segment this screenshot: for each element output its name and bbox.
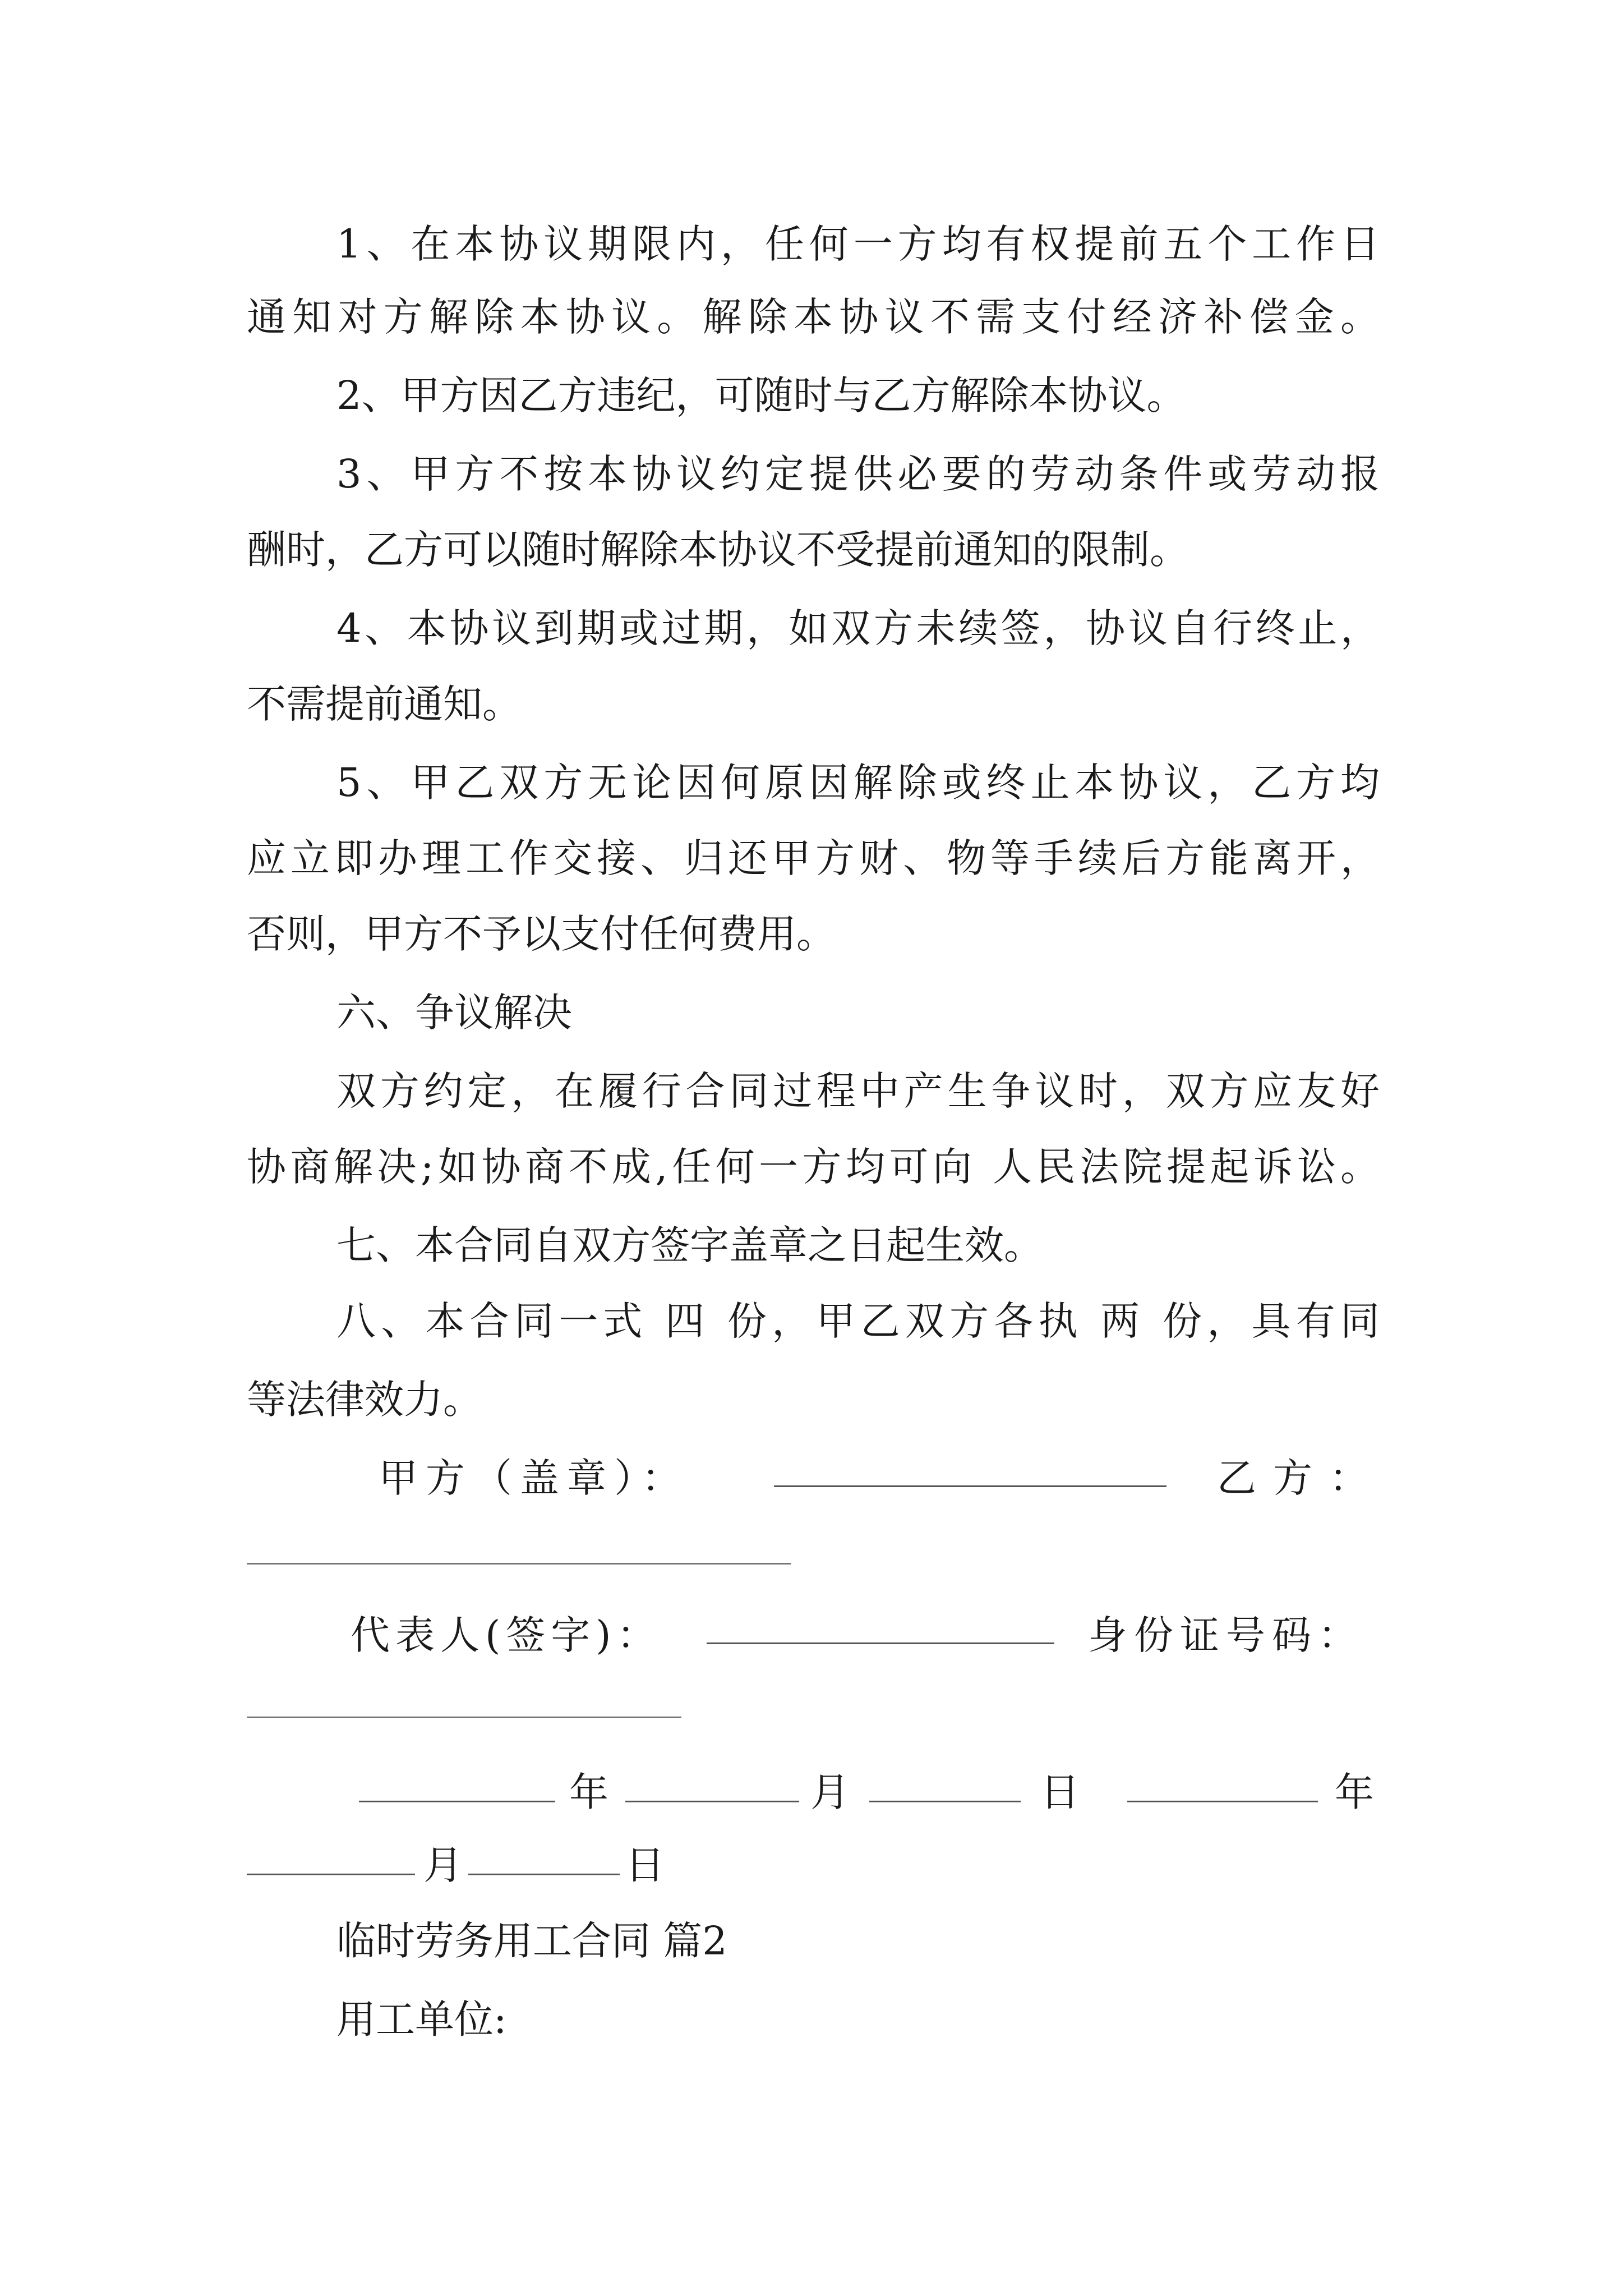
clause-2-line-1: 2、甲方因乙方违纪，可随时与乙方解除本协议。: [336, 372, 1186, 418]
representative-label: 代表人(签字)：: [351, 1612, 662, 1658]
section-seven-line: 七、本合同自双方签字盖章之日起生效。: [336, 1222, 1043, 1268]
party-a-label: 甲方（盖章）：: [379, 1455, 689, 1501]
clause-4-line-1: 4、本协议到期或过期，如双方未续签，协议自行终止，: [336, 605, 1380, 651]
dispute-line-2: 协商解决;如协商不成,任何一方均可向 人民法院提起诉讼。: [247, 1144, 1380, 1190]
party-b-label: 乙方：: [1217, 1455, 1385, 1501]
party-b-month-blank: [247, 1874, 415, 1875]
dispute-line-1: 双方约定，在履行合同过程中产生争议时，双方应友好: [336, 1068, 1380, 1114]
party-a-month-label: 月: [810, 1769, 850, 1815]
party-b-day-blank: [468, 1874, 620, 1875]
party-b-year-blank: [1127, 1801, 1318, 1802]
representative-signature-line: [707, 1642, 1054, 1644]
party-a-day-label: 日: [1040, 1769, 1080, 1815]
section-eight-line-1: 八、本合同一式 四 份，甲乙双方各执 两 份，具有同: [336, 1298, 1380, 1344]
party-a-day-blank: [869, 1801, 1021, 1802]
clause-1-line-2: 通知对方解除本协议。解除本协议不需支付经济补偿金。: [247, 294, 1380, 340]
party-b-month-label: 月: [423, 1842, 463, 1888]
clause-1-line-1: 1、在本协议期限内，任何一方均有权提前五个工作日: [336, 221, 1380, 267]
party-a-year-label: 年: [569, 1769, 608, 1815]
employer-label: 用工单位:: [336, 1996, 507, 2042]
clause-5-line-3: 否则，甲方不予以支付任何费用。: [247, 911, 836, 957]
party-a-year-blank: [359, 1801, 555, 1802]
party-b-year-label: 年: [1335, 1769, 1374, 1815]
party-b-signature-line: [247, 1563, 791, 1565]
section-eight-line-2: 等法律效力。: [247, 1377, 482, 1423]
party-a-month-blank: [625, 1801, 799, 1802]
party-b-day-label: 日: [625, 1842, 665, 1888]
clause-3-line-1: 3、甲方不按本协议约定提供必要的劳动条件或劳动报: [336, 451, 1380, 497]
clause-5-line-1: 5、甲乙双方无论因何原因解除或终止本协议，乙方均: [336, 760, 1380, 806]
clause-4-line-2: 不需提前通知。: [247, 681, 522, 727]
section-title: 临时劳务用工合同 篇2: [336, 1918, 727, 1964]
party-a-signature-line: [774, 1485, 1166, 1487]
clause-3-line-2: 酬时，乙方可以随时解除本协议不受提前通知的限制。: [247, 527, 1189, 573]
clause-5-line-2: 应立即办理工作交接、归还甲方财、物等手续后方能离开，: [247, 835, 1380, 881]
id-number-line: [247, 1717, 681, 1718]
section-six-heading: 六、争议解决: [336, 990, 572, 1036]
id-number-label: 身份证号码：: [1088, 1612, 1364, 1658]
